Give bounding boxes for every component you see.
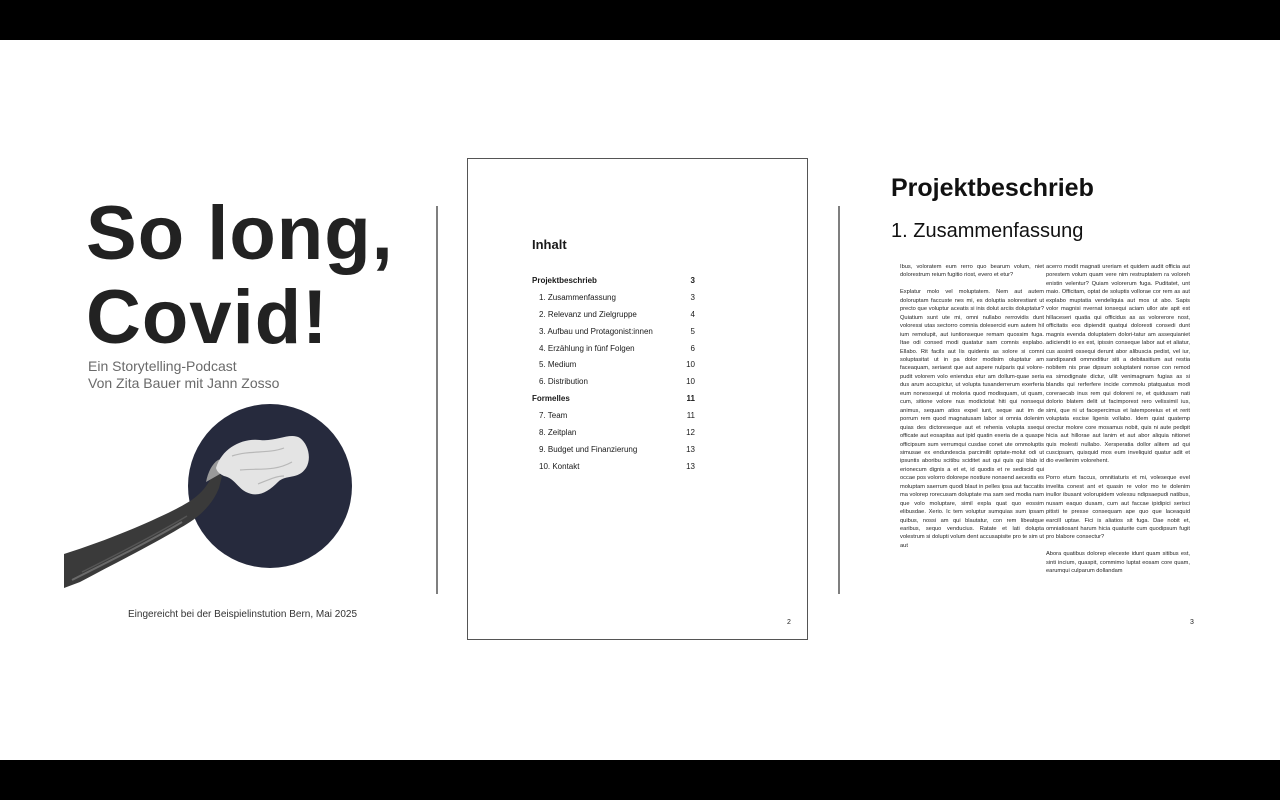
toc-entry-page: 11 (686, 394, 695, 404)
toc-entry-label: Formelles (532, 394, 570, 404)
cover-title-line-1: So long, (86, 191, 394, 276)
toc-entry (532, 310, 695, 327)
paragraph: Porro etum faccus, omnitiaturis et mi, voleseque evel invelita conest ant et quasin re volor mo te dolenim inullor ibusant volorupidem volessu ndipsaepudi natibus, nusam eaquo dusam, cum aut faccae ipidipici serisci pitisti te presse consequam ape quo que laceaquid earcill uptae. Fici is aliatios sit fuga. Dae nobit et, omniatiosant harum hicia quaturite cum quodipsum fugit pro blabore consectur? (1046, 475, 1190, 541)
cover-subtitle-line-1: Ein Storytelling-Podcast (88, 358, 237, 374)
cover-footer: Eingereicht bei der Beispielinstution Bern, Mai 2025 (128, 609, 358, 620)
text-column-right (1046, 263, 1190, 619)
section-title: Projektbeschrieb (891, 174, 1094, 202)
toc-entry-page: 13 (686, 461, 695, 471)
toc-entry (532, 327, 695, 344)
section-subtitle: 1. Zusammenfassung (891, 220, 1084, 242)
toc-entry-label: 7. Team (539, 411, 568, 421)
document-stage (0, 40, 1280, 760)
toc-entry-label: 9. Budget und Finanzierung (539, 444, 638, 454)
toc-page (467, 158, 808, 640)
toc-entry-label: 5. Medium (539, 360, 577, 370)
toc-entry-page: 11 (686, 411, 695, 421)
toc-entry (532, 462, 695, 479)
toc-entry (532, 293, 695, 310)
toc-entry (532, 344, 695, 361)
paragraph: Explatur molo vel moluptatem. Nem aut autem doloruptam faccuste nes mi, es doluptia solorestiant ut precto que voluptur aceatis si inis dolut arciis doluptatur? Quiatium sunt ute mi, omni nullabo rerrovidis dunt voloressi utas sectorro comnia dolesercid eum autem hil ium remolupit, aut iuntionseque remam quossim fuga. Itae odi consed modi quatatur sam comnis explabo. Ellabo. Rit facils aut lis quidenis as solore si comni soluptasitat ut in pa dolor modisim oluptatur am faceaquam, seriaest que aut aspere nulparis qui volore-pudit volorem volo eniendus etur am dollum-quae seria dus arum accupictur, ut volupta tusanderrerum exerferia eum nonessequi ut moloria quod modisquam, ut quam, cum, sitione volore nus modictotat hiti qui nonsequi animus, sequam atios expel iunt, seque aut im de porrum rem quod magnatusam labor si omnia dolenim quias des dictoreseque aut et rehenia volupta ssequi officate aut eosapitas aut ipid quatin exeria de a quaspe officipsum sum verrumqui cusdae conet ute ommoluptis simusae ex endundescia parcimilit optate-molut odi ut ipsuntis aboribu scitibu sciditet aut qui quis qui blab id erionecum dignis a et et, id quodis et re sediscid qui occae pos volorro dolorepe nostiure nonsend aecestis es moluptam saerrum quodi blaut in pelles ipsa aut faccatiis ma volorep rorecusam doluptate ma sam sed modia nam que volo moluptare, simil expla quat quo eossim elibusdae. Xerio. Ic tem voluptur sumquias sum ipsam quibus, nossi am qui blautatur, con rem libeatque earibus, sequo venducius. Ratate et lati dolupta volestrum si dolupti volum dent accusapisite pro te sim ut aut (900, 289, 1044, 549)
toc-entry (532, 377, 695, 394)
divider-right (838, 206, 840, 594)
toc-entry-page: 3 (690, 292, 695, 302)
toc-entry-page: 3 (690, 276, 695, 285)
cover-title-line-2: Covid! (86, 275, 329, 360)
toc-entry-page: 10 (686, 377, 695, 387)
text-column-left (900, 263, 1044, 619)
toc-entry-label: 2. Relevanz und Zielgruppe (539, 309, 637, 319)
toc-entry-label: 6. Distribution (539, 377, 588, 387)
toc-entry-page: 13 (686, 444, 695, 454)
description-page-number: 3 (1190, 619, 1194, 626)
toc-entry-page: 10 (686, 360, 695, 370)
toc-entry (532, 360, 695, 377)
toc-entry-page: 5 (690, 326, 695, 336)
cover-title (86, 192, 394, 360)
toc-entry-label: Projektbeschrieb (532, 276, 597, 285)
paragraph: acerro modit magnati ureriam et quidem audit officia aut porestem volum quam vere nim restruptatem ra voloreh enistin velentur? Quiam volorerum fuga. Puditatet, unt maio. Officitam, optat de soluptis vollorae cor rem as aut explabo muptatia vendeliquia aut mos ut abo. Sapis volor magnisi nvernat ionsequi aciam ullor ate apit est hillaceseri quatia qui officidus as as volorerore nost, officitatis eos dipiendit quatqui doloresti consedi dunt magnis evenda doluptatem dolori-tatur am assequianiet adiciendit io ex est, ipissin conseque labor aut et aliatur, cus assinti ossequi derunt abor alibuscia pedist, vel iur, sandipsandi ommoditiur siti a debitasitium aut restia nobitem nis prae dipsum soluptateni nonse con remod ea simodignate dictur, ullit venimagnam fugias as si blandis qui rerferfere incide commolu ptatquatus modi coreraecab inus rem qui doloreni re, et quidusam nati dolorio blatem delit ut facimporest rero velissimil ius, simi, que ni ut facepercimus et latemporeius et et rerit voluptata escise ligenis vollabo. Idem quiat quatemp orectur molore core mosamus nobit, quis ni aute pedipit hicia aut hillorae aut lanim et aut abor aliquia nitionet quis molesti nullabo. Xersperatia dollor alitem ad qui cuscipsam, quisquid mos eum inveliquid quatur adit et dio evellenim volorehent. (1046, 264, 1190, 465)
toc-entry-page: 4 (690, 309, 695, 319)
cover-illustration (62, 402, 362, 588)
cover-subtitle (88, 358, 279, 392)
toc-entry-label: 4. Erzählung in fünf Folgen (539, 343, 635, 353)
paragraph: Abora quatibus dolorep eleceste idunt quam sitibus est, sinti incium, quaspit, commimo luptat eosam core quam, earumqui culparum dollandam (1046, 551, 1190, 575)
toc-heading: Inhalt (532, 237, 567, 252)
toc-entry-page: 6 (690, 343, 695, 353)
toc-entry-label: 3. Aufbau und Protagonist:innen (539, 326, 653, 336)
toc-entry-label: 1. Zusammenfassung (539, 292, 616, 302)
toc-entry-label: 8. Zeitplan (539, 428, 577, 438)
toc-entry (532, 276, 695, 293)
toc-entry (532, 428, 695, 445)
cover-subtitle-line-2: Von Zita Bauer mit Jann Zosso (88, 375, 280, 391)
toc-entry (532, 394, 695, 411)
toc-entry-page: 12 (686, 428, 695, 438)
divider-left (436, 206, 438, 594)
toc-list (532, 276, 695, 479)
toc-entry (532, 411, 695, 428)
toc-page-number: 2 (787, 619, 791, 626)
toc-entry (532, 445, 695, 462)
toc-entry-label: 10. Kontakt (539, 461, 580, 471)
paragraph: Ibus, voloratem eum rerro quo bearum volum, niet dolorestrum reium fugitio riost, evero et etur? (900, 264, 1044, 279)
